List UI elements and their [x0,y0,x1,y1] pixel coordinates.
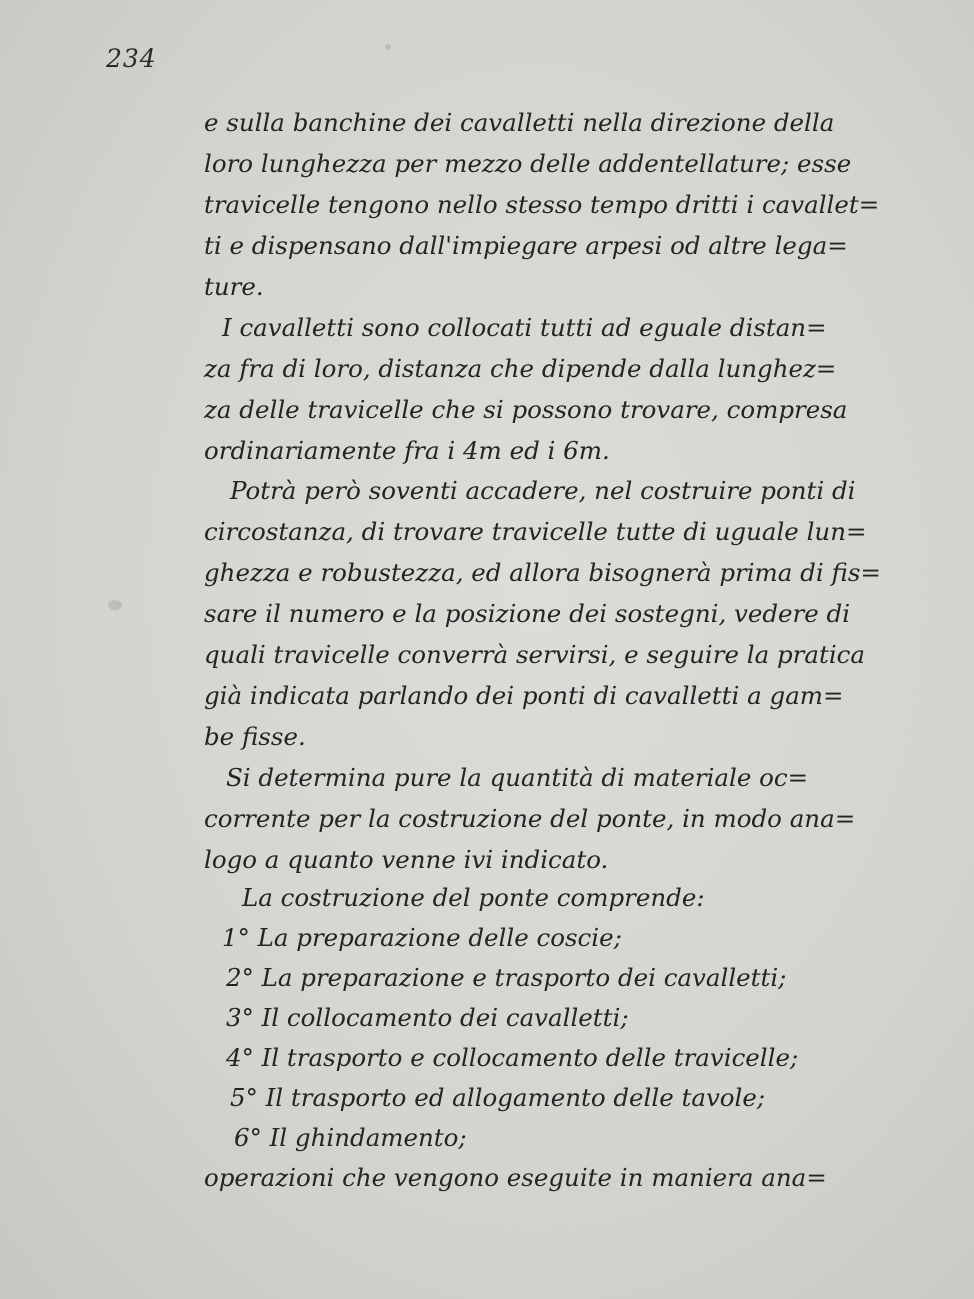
text-line: La costruzione del ponte comprende: [242,883,705,912]
text-line: ti e dispensano dall'impiegare arpesi od altre lega= [204,231,848,260]
text-line: za fra di loro, distanza che dipende dalla lunghez= [204,354,837,383]
text-line: circostanza, di trovare travicelle tutte di uguale lun= [204,517,867,546]
list-item: 3° Il collocamento dei cavalletti; [226,1003,629,1032]
ink-dot [385,44,391,50]
text-line: quali travicelle converrà servirsi, e seguire la pratica [204,640,866,669]
text-line: loro lunghezza per mezzo delle addentellature; esse [204,149,852,178]
text-line: già indicata parlando dei ponti di cavalletti a gam= [204,681,844,710]
list-item: 4° Il trasporto e collocamento delle travicelle; [226,1043,799,1072]
text-line: operazioni che vengono eseguite in maniera ana= [204,1163,827,1192]
text-line: sare il numero e la posizione dei sostegni, vedere di [204,599,851,628]
text-line: Si determina pure la quantità di materiale oc= [226,763,809,792]
list-item: 2° La preparazione e trasporto dei cavalletti; [226,963,787,992]
text-line: travicelle tengono nello stesso tempo dritti i cavallet= [204,190,880,219]
text-line: Potrà però soventi accadere, nel costruire ponti di [230,476,856,505]
page-number: 234 [106,44,157,73]
text-line: I cavalletti sono collocati tutti ad eguale distan= [222,313,827,342]
text-line: ordinariamente fra i 4m ed i 6m. [204,436,610,465]
text-line: ghezza e robustezza, ed allora bisognerà prima di fis= [204,558,881,587]
text-line: logo a quanto venne ivi indicato. [204,845,609,874]
text-line: ture. [204,272,264,301]
text-line: za delle travicelle che si possono trovare, compresa [204,395,848,424]
text-line: e sulla banchine dei cavalletti nella direzione della [204,108,835,137]
text-line: be fisse. [204,722,306,751]
list-item: 1° La preparazione delle coscie; [222,923,622,952]
list-item: 6° Il ghindamento; [234,1123,467,1152]
list-item: 5° Il trasporto ed allogamento delle tavole; [230,1083,766,1112]
ink-smudge [108,600,122,610]
text-line: corrente per la costruzione del ponte, in modo ana= [204,804,856,833]
